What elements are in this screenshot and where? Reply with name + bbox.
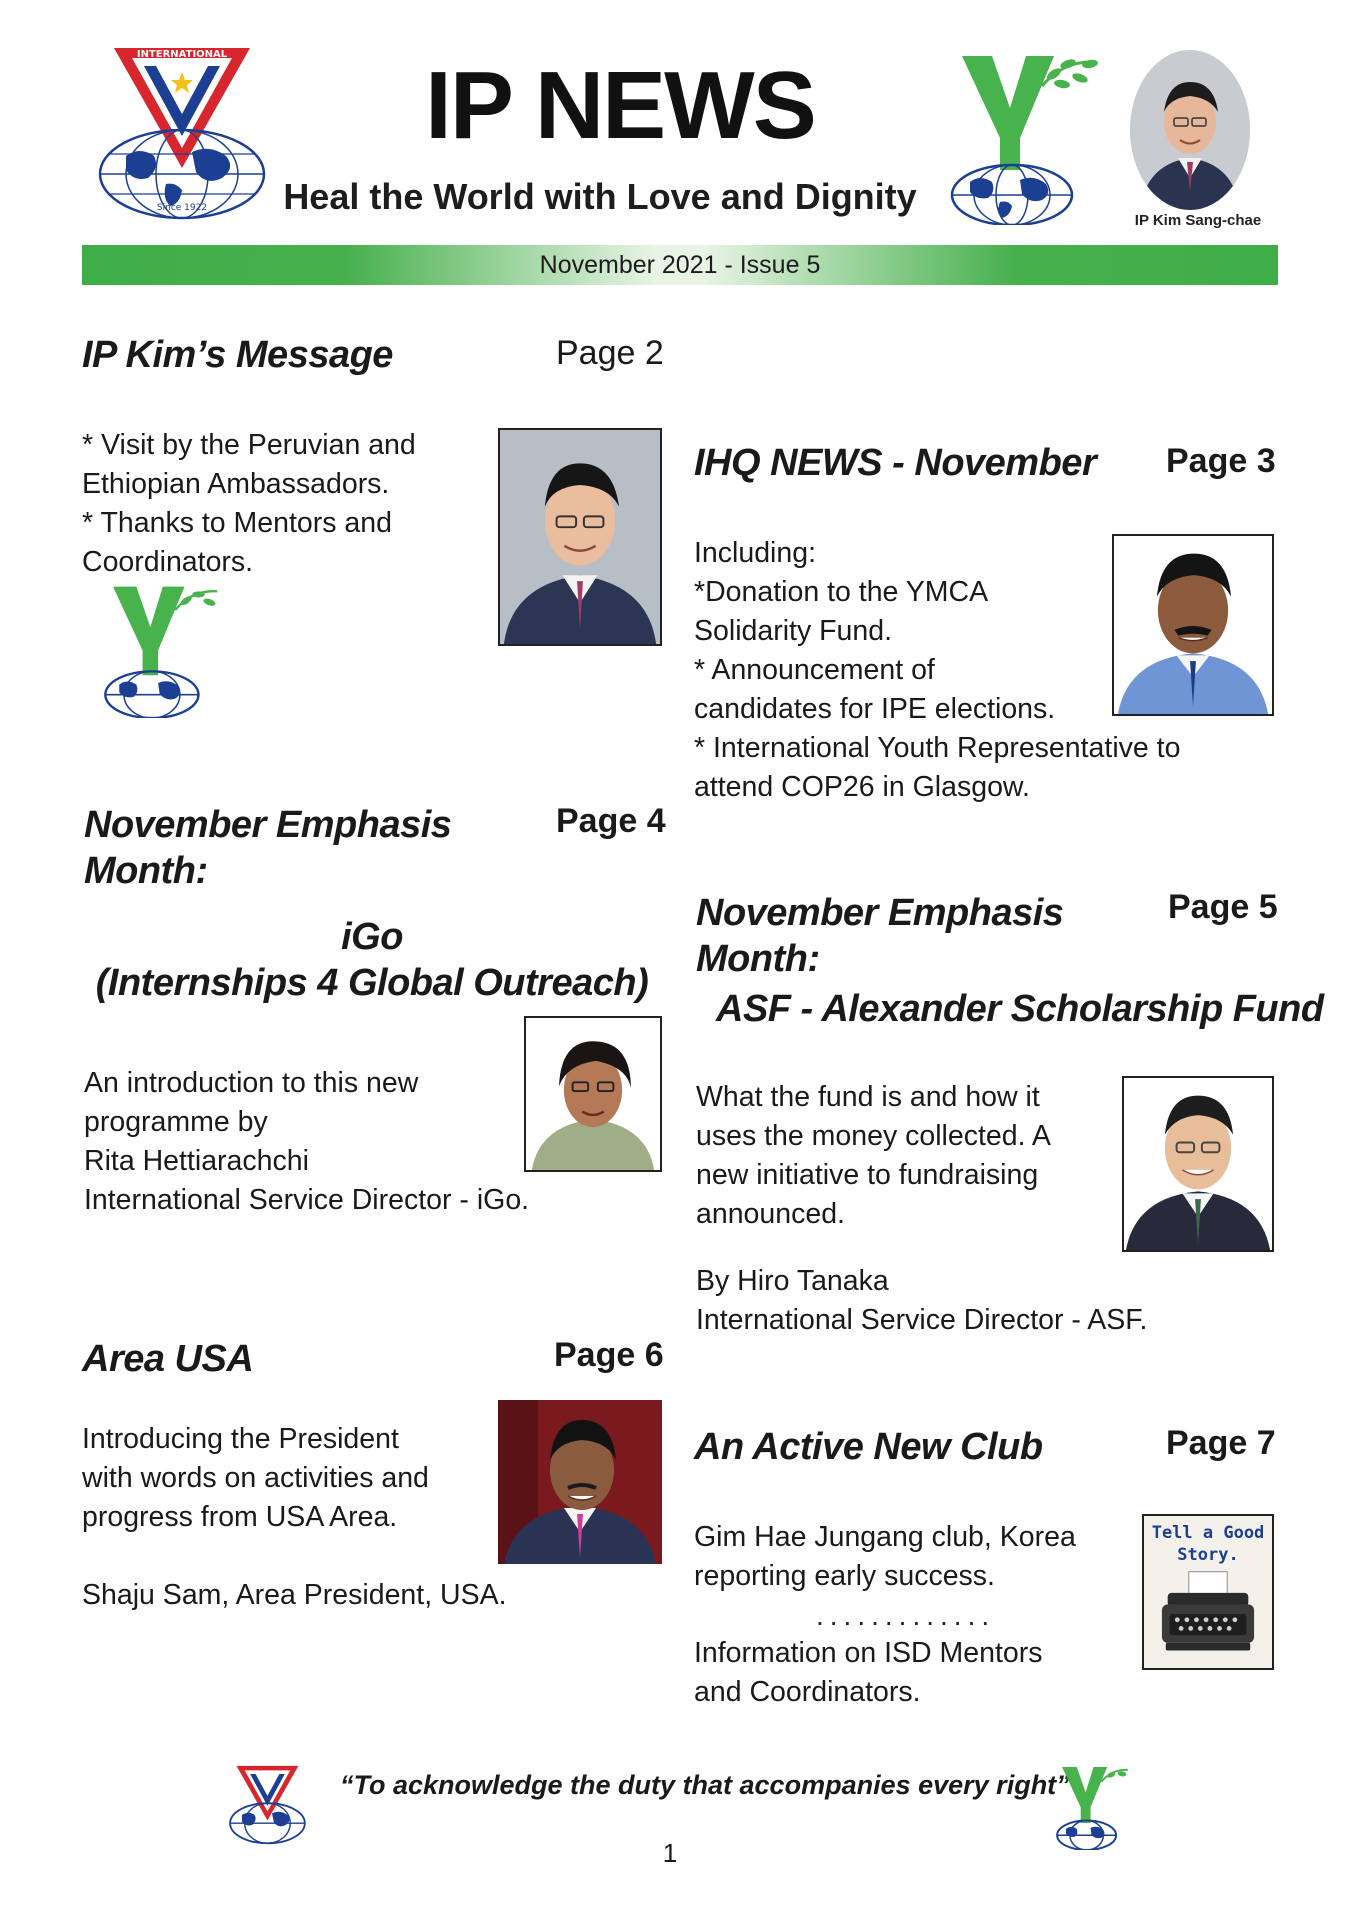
tell-a-good-story-image — [1142, 1514, 1274, 1670]
footer-quote: “To acknowledge the duty that accompanies every right” — [340, 1770, 1070, 1800]
text-line: International Service Director - iGo. — [84, 1184, 530, 1216]
text-line: and Coordinators. — [694, 1676, 921, 1708]
new-club-body-2 — [694, 1634, 1043, 1712]
story-line: Tell a Good — [1151, 1523, 1265, 1543]
green-y-globe-logo-footer — [1056, 1764, 1130, 1850]
text-line: * Thanks to Mentors and — [82, 507, 392, 539]
ip-kim-page-ref[interactable]: Page 2 — [556, 334, 664, 372]
new-club-page-ref[interactable]: Page 7 — [1166, 1424, 1276, 1462]
text-line: Shaju Sam, Area President, USA. — [82, 1579, 507, 1611]
text-line: Gim Hae Jungang club, Korea — [694, 1521, 1076, 1553]
text-line: candidates for IPE elections. — [694, 693, 1056, 725]
text-line: * Announcement of — [694, 654, 935, 686]
hiro-tanaka-photo — [1122, 1076, 1274, 1252]
text-line: An introduction to this new — [84, 1067, 419, 1099]
green-y-globe-logo-small — [102, 582, 222, 718]
ip-portrait — [1130, 50, 1250, 210]
ip-kim-message-body — [82, 426, 416, 582]
text-line: Introducing the President — [82, 1423, 399, 1455]
igo-emphasis-title — [84, 802, 451, 895]
logo-since: Since 1922 — [156, 203, 208, 213]
asf-emphasis-title — [696, 890, 1063, 983]
area-usa-page-ref[interactable]: Page 6 — [554, 1336, 664, 1374]
asf-page-ref[interactable]: Page 5 — [1168, 888, 1278, 926]
ip-kim-message-title: IP Kim’s Message — [82, 334, 393, 376]
title-line: Month: — [696, 938, 820, 981]
text-line: Coordinators. — [82, 546, 254, 578]
text-line: reporting early success. — [694, 1560, 995, 1592]
text-line: Rita Hettiarachchi — [84, 1145, 309, 1177]
title-line: Month: — [84, 850, 208, 893]
typewriter-icon — [1144, 1566, 1272, 1662]
ysmen-international-logo — [96, 44, 266, 224]
text-line: programme by — [84, 1106, 268, 1138]
ihq-news-title: IHQ NEWS - November — [694, 442, 1097, 484]
text-line: International Service Director - ASF. — [696, 1304, 1148, 1336]
ip-caption: IP Kim Sang-chae — [1134, 212, 1262, 229]
rita-photo — [524, 1016, 662, 1172]
subtitle-line: (Internships 4 Global Outreach) — [95, 962, 649, 1005]
title-line: November Emphasis — [84, 804, 452, 846]
new-club-title: An Active New Club — [694, 1426, 1043, 1468]
ihq-news-body — [694, 534, 1180, 807]
issue-band — [82, 245, 1278, 285]
text-line: * International Youth Representative to — [694, 732, 1181, 764]
igo-body — [84, 1064, 529, 1220]
text-line: new initiative to fundraising — [696, 1159, 1039, 1191]
text-line: Solidarity Fund. — [694, 615, 893, 647]
issue-label: November 2021 - Issue 5 — [539, 251, 821, 279]
text-line: By Hiro Tanaka — [696, 1265, 889, 1297]
area-usa-body — [82, 1420, 507, 1615]
igo-page-ref[interactable]: Page 4 — [556, 802, 666, 840]
asf-subtitle: ASF - Alexander Scholarship Fund — [716, 988, 1324, 1030]
text-line: What the fund is and how it — [696, 1081, 1040, 1113]
newsletter-title: IP NEWS — [425, 52, 815, 159]
area-usa-title: Area USA — [82, 1338, 254, 1380]
page-number: 1 — [662, 1838, 678, 1868]
text-line: *Donation to the YMCA — [694, 576, 989, 608]
text-line: uses the money collected. A — [696, 1120, 1051, 1152]
shaju-photo — [498, 1400, 662, 1564]
text-line: Including: — [694, 537, 817, 569]
text-line: attend COP26 in Glasgow. — [694, 771, 1030, 803]
text-line: with words on activities and — [82, 1462, 429, 1494]
ip-kim-photo — [498, 428, 662, 646]
text-line: announced. — [696, 1198, 845, 1230]
text-line: progress from USA Area. — [82, 1501, 398, 1533]
subtitle-line: iGo — [341, 916, 403, 958]
tagline: Heal the World with Love and Dignity — [283, 176, 917, 217]
ysmen-international-logo-footer — [224, 1764, 310, 1846]
ihq-page-ref[interactable]: Page 3 — [1166, 442, 1276, 480]
green-y-globe-logo — [950, 50, 1100, 225]
story-line: Story. — [1177, 1545, 1239, 1565]
ihq-photo — [1112, 534, 1274, 716]
story-text — [1144, 1522, 1272, 1566]
text-line: Ethiopian Ambassadors. — [82, 468, 390, 500]
text-line: * Visit by the Peruvian and — [82, 429, 416, 461]
igo-subtitle — [84, 914, 660, 1007]
new-club-body — [694, 1518, 1076, 1596]
separator-dots: ............. — [816, 1600, 996, 1631]
title-line: November Emphasis — [696, 892, 1064, 934]
asf-body — [696, 1078, 1147, 1340]
logo-text: INTERNATIONAL — [136, 49, 228, 60]
text-line: Information on ISD Mentors — [694, 1637, 1043, 1669]
